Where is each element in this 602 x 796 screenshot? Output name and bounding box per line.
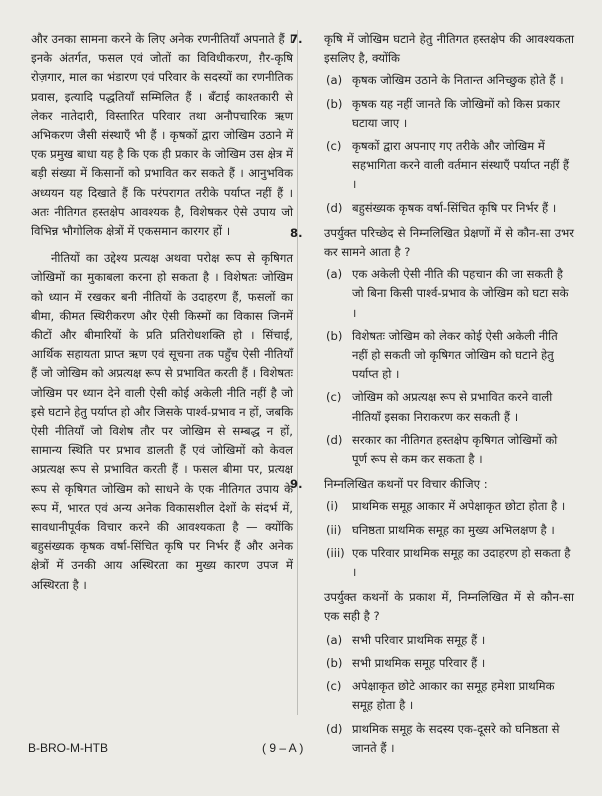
option-label: (c) bbox=[326, 390, 342, 405]
statement-ii bbox=[324, 521, 574, 540]
question-number: 8. bbox=[290, 225, 303, 240]
questions-column bbox=[290, 30, 574, 764]
question-text: कृषि में जोखिम घटाने हेतु नीतिगत हस्तक्षेप की आवश्यकता इसलिए है, क्योंकि bbox=[324, 32, 574, 66]
option-text: अपेक्षाकृत छोटे आकार का समूह हमेशा प्राथमिक समूह होता है । bbox=[352, 679, 555, 713]
option-label: (b) bbox=[326, 655, 343, 670]
booklet-code: B-BRO-M-HTB bbox=[28, 741, 108, 755]
option-text: कृषक जोखिम उठाने के नितान्त अनिच्छुक होते हैं । bbox=[352, 73, 564, 88]
option-text: कृषकों द्वारा अपनाए गए तरीके और जोखिम में सहभागिता करने वाली वर्तमान संस्थाएँ पर्याप्त नहीं हैं । bbox=[352, 139, 570, 192]
option-label: (c) bbox=[326, 139, 342, 154]
option-text: कृषक यह नहीं जानते कि जोखिमों को किस प्रकार घटाया जाए । bbox=[352, 96, 560, 130]
option-d[interactable] bbox=[324, 431, 574, 469]
statement-label: (iii) bbox=[326, 545, 345, 560]
statement-text: एक परिवार प्राथमिक समूह का उदाहरण हो सकता है । bbox=[352, 545, 571, 580]
option-b[interactable] bbox=[324, 327, 574, 385]
subquestion-text: उपर्युक्त कथनों के प्रकाश में, निम्नलिखित में से कौन-सा एक सही है ? bbox=[324, 590, 574, 624]
option-label: (d) bbox=[326, 721, 343, 736]
option-a[interactable] bbox=[324, 631, 574, 650]
option-label: (a) bbox=[326, 73, 343, 88]
column-divider bbox=[297, 30, 298, 715]
option-text: विशेषतः जोखिम को लेकर कोई ऐसी अकेली नीति नहीं हो सकती जो कृषिगत जोखिम को घटाने हेतु पर्याप्त हो । bbox=[352, 328, 558, 382]
question-text: उपर्युक्त परिच्छेद से निम्नलिखित प्रेक्षणों में से कौन-सा उभर कर सामने आता है ? bbox=[324, 225, 574, 260]
option-text: सभी परिवार प्राथमिक समूह हैं । bbox=[352, 632, 486, 647]
passage-column bbox=[31, 30, 293, 603]
statement-text: प्राथमिक समूह आकार में अपेक्षाकृत छोटा होता है । bbox=[352, 499, 566, 514]
statement-i bbox=[324, 497, 574, 516]
option-b[interactable] bbox=[324, 654, 574, 673]
statement-text: घनिष्ठता प्राथमिक समूह का मुख्य अभिलक्षण है । bbox=[352, 522, 555, 537]
option-label: (b) bbox=[326, 328, 343, 343]
option-a[interactable] bbox=[324, 71, 574, 90]
option-label: (c) bbox=[326, 679, 342, 694]
question-number: 9. bbox=[290, 477, 303, 492]
option-a[interactable] bbox=[324, 265, 574, 323]
option-d[interactable] bbox=[324, 720, 574, 758]
statement-label: (ii) bbox=[326, 522, 342, 537]
option-text: सरकार का नीतिगत हस्तक्षेप कृषिगत जोखिमों को पूर्ण रूप से कम कर सकता है । bbox=[352, 432, 558, 467]
option-label: (d) bbox=[326, 432, 343, 447]
page-number: ( 9 – A ) bbox=[262, 741, 304, 755]
option-b[interactable] bbox=[324, 95, 574, 133]
question-8 bbox=[290, 224, 574, 469]
passage-paragraph-2: नीतियों का उद्देश्य प्रत्यक्ष अथवा परोक्ष रूप से कृषिगत जोखिमों का मुकाबला करना हो सकता है । विशेषतः जोखिम को ध्यान में रखकर बनी नीतियों के उदाहरण हैं, फसलों का बीमा, कीमत स्थिरीकरण और ऐसी किस्मों का विकास जिनमें कीटों और बीमारियों के प्रति प्रतिरोधशक्ति हो । सिंचाई, आर्थिक सहायता प्राप्त ऋण एवं सूचना तक पहुँच ऐसी नीतियाँ हैं जो जोखिम को अप्रत्यक्ष रूप से प्रभावित करती हैं । विशेषतः जोखिम पर ध्यान देने वाली ऐसी कोई अकेली नीति नहीं है जो इसे घटाने हेतु पर्याप्त हो और जिसके पार्श्व-प्रभाव न हों, जबकि ऐसी नीतियाँ जो विशेष तौर पर जोखिम से सम्बद्ध न हों, सामान्य स्थिति पर प्रभाव डालती हैं एवं जोखिमों को केवल अप्रत्यक्ष रूप से प्रभावित करती हैं । फसल बीमा पर, प्रत्यक्ष रूप से कृषिगत जोखिम को साधने के एक नीतिगत उपाय के रूप में, भारत एवं अन्य अनेक विकासशील देशों के संदर्भ में, सावधानीपूर्वक विचार करने की आवश्यकता है — क्योंकि बहुसंख्यक कृषक वर्षा-सिंचित कृषि पर निर्भर हैं और अनेक क्षेत्रों में उनकी आय अस्थिरता का मुख्य कारण उपज में अस्थिरता है । bbox=[31, 251, 293, 592]
statement-label: (i) bbox=[326, 499, 339, 514]
option-text: बहुसंख्यक कृषक वर्षा-सिंचित कृषि पर निर्भर हैं । bbox=[352, 200, 557, 215]
question-text: निम्नलिखित कथनों पर विचार कीजिए : bbox=[324, 477, 488, 492]
option-label: (d) bbox=[326, 200, 343, 215]
option-label: (a) bbox=[326, 632, 343, 647]
passage-paragraph-1: और उनका सामना करने के लिए अनेक रणनीतियाँ अपनाते हैं । इनके अंतर्गत, फसल एवं जोतों का विविधीकरण, ग़ैर-कृषि रोज़गार, माल का भंडारण एवं परिवार के सदस्यों का रणनीतिक प्रवास, इत्यादि पद्धतियाँ सम्मिलित हैं । बँटाई काश्तकारी से लेकर नातेदारी, विस्तारित परिवार तथा अनौपचारिक ऋण अभिकरण जैसी संस्थाएँ भी हैं । कृषकों द्वारा जोखिम उठाने में एक प्रमुख बाधा यह है कि एक ही प्रकार के जोखिम उस क्षेत्र में बड़ी संख्या में किसानों को प्रभावित कर सकते हैं । आनुभविक अध्ययन यह दिखाते हैं कि परंपरागत तरीके पर्याप्त नहीं हैं । अतः नीतिगत हस्तक्षेप आवश्यक है, विशेषकर ऐसे उपाय जो विभिन्न भौगोलिक क्षेत्रों में एकसमान कारगर हों । bbox=[31, 32, 293, 239]
option-label: (a) bbox=[326, 267, 343, 282]
option-d[interactable] bbox=[324, 199, 574, 218]
option-text: प्राथमिक समूह के सदस्य एक-दूसरे को घनिष्ठता से जानते हैं । bbox=[352, 721, 560, 755]
option-text: एक अकेली ऐसी नीति की पहचान की जा सकती है जो बिना किसी पार्श्व-प्रभाव के जोखिम को घटा सके । bbox=[352, 267, 569, 320]
option-text: जोखिम को अप्रत्यक्ष रूप से प्रभावित करने वाली नीतियाँ इसका निराकरण कर सकती हैं । bbox=[352, 390, 553, 424]
option-label: (b) bbox=[326, 96, 343, 111]
option-c[interactable] bbox=[324, 388, 574, 426]
option-c[interactable] bbox=[324, 677, 574, 715]
option-c[interactable] bbox=[324, 137, 574, 195]
option-text: सभी प्राथमिक समूह परिवार हैं । bbox=[352, 655, 486, 670]
question-number: 7. bbox=[290, 32, 303, 46]
question-9 bbox=[290, 475, 574, 758]
question-7 bbox=[290, 30, 574, 218]
statement-iii bbox=[324, 544, 574, 582]
